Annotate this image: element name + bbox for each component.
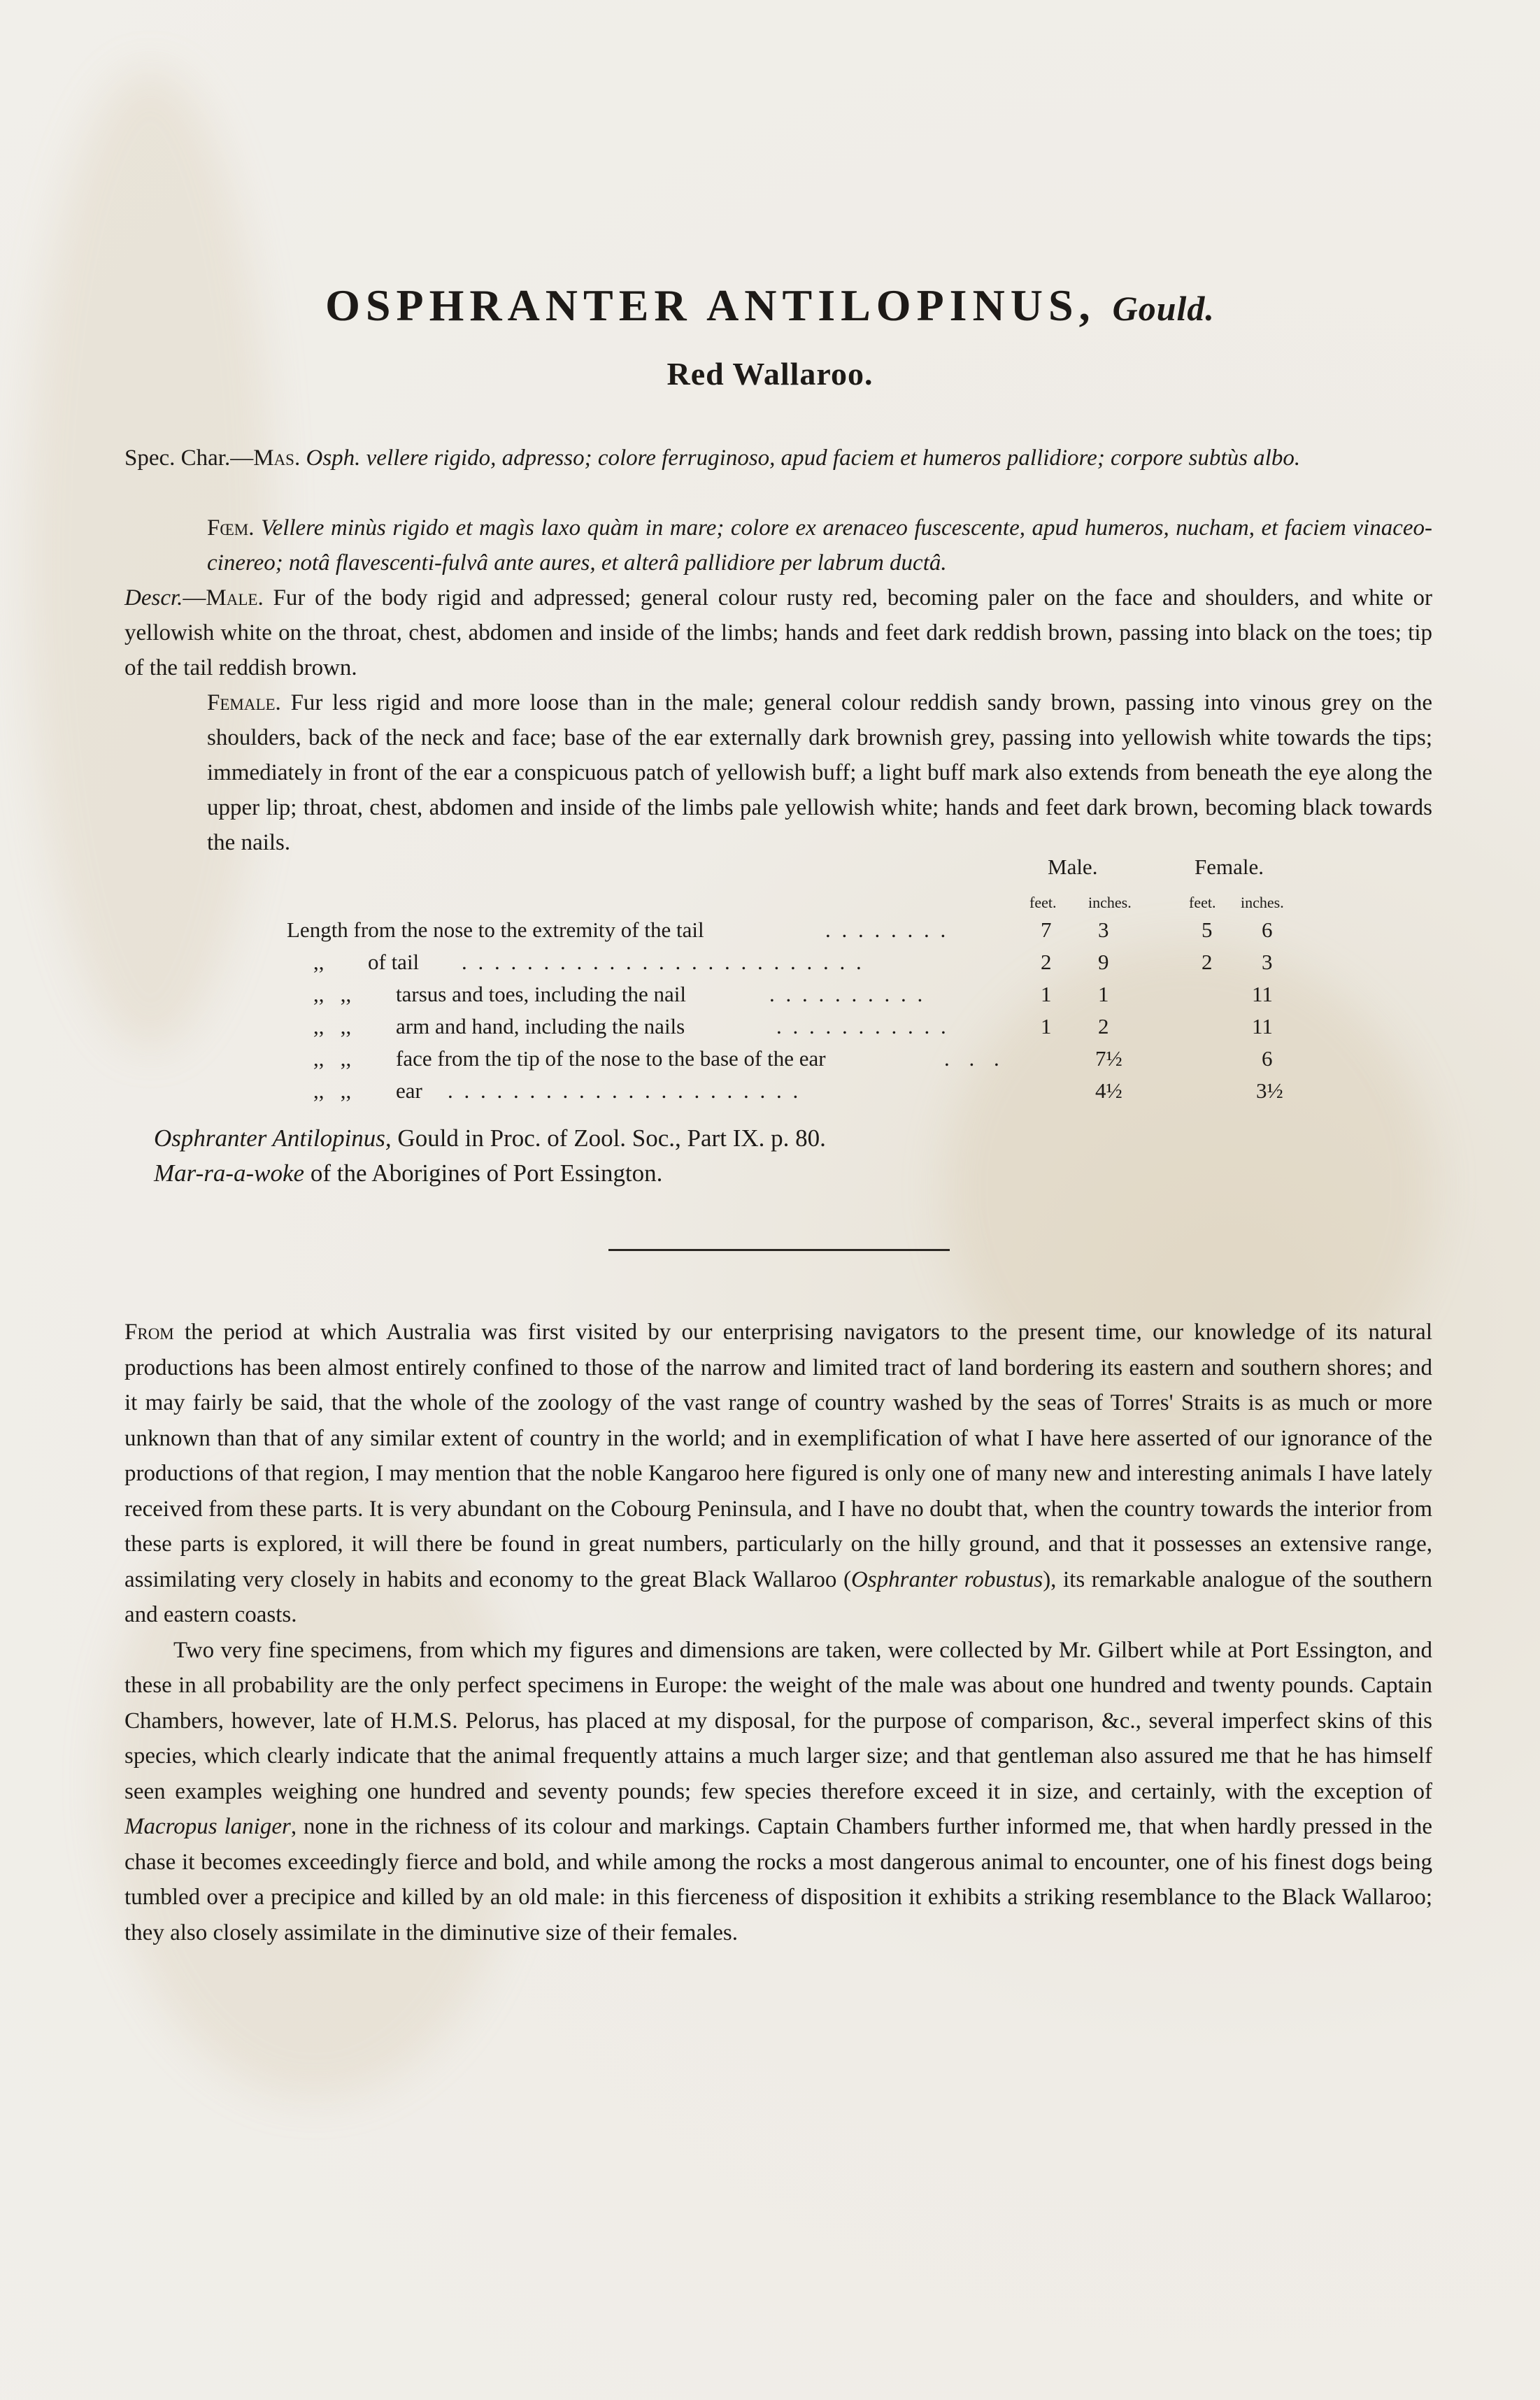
- table-row: [0, 982, 1540, 1014]
- female-inches: 11: [1252, 1014, 1273, 1038]
- row-prefix: ,, ,,: [313, 1078, 352, 1103]
- male-feet: 1: [1041, 982, 1052, 1006]
- mas-label: Mas.: [253, 445, 301, 471]
- p2-text-b: , none in the richness of its colour and markings. Captain Chambers further informed me, that when hardly pressed in the chase it becomes exceedingly fierce and bold, and while among the rocks a most dangerous animal to encounter, one of his finest dogs being tumbled over a precipice and killed by an old male: in this fierceness of disposition it exhibits a striking resemblance to the Black Wallaroo; they also closely assimilate in the diminutive size of their females.: [124, 1814, 1432, 1945]
- row-label: tarsus and toes, including the nail: [396, 982, 686, 1006]
- table-row: [0, 917, 1540, 950]
- female-text: Fur less rigid and more loose than in the male; general colour reddish sandy brown, passing into vinous grey on the shoulders, back of the neck and face; base of the ear externally dark brownish grey, passing into yellowish white towards the tips; immediately in front of the ear a conspicuous patch of yellowish buff; a light buff mark also extends from beneath the eye along the upper lip; throat, chest, abdomen and inside of the limbs pale yellowish white; hands and feet dark brown, becoming black towards the nails.: [207, 690, 1432, 855]
- female-label: Female.: [207, 690, 281, 715]
- male-inches: 4½: [1095, 1078, 1122, 1103]
- row-dots: . . . . . . . . . . .: [776, 1014, 949, 1038]
- male-feet: 7: [1041, 917, 1052, 942]
- row-label: of tail: [368, 950, 420, 974]
- mas-text: Osph. vellere rigido, adpresso; colore ferruginoso, apud faciem et humeros pallidiore; corpore subtùs albo.: [306, 445, 1301, 471]
- section-divider: [608, 1249, 950, 1251]
- reference-gould: [154, 1124, 826, 1152]
- female-inches: 6: [1262, 1046, 1273, 1071]
- p1-species: Osphranter robustus: [850, 1566, 1043, 1592]
- spec-char-male: Spec. Char.—Mas. Osph. vellere rigido, adpresso; colore ferruginoso, apud faciem et humeros pallidiore; corpore subtùs albo.: [124, 445, 1301, 471]
- male-inches: 3: [1098, 917, 1109, 942]
- male-text: Fur of the body rigid and adpressed; general colour rusty red, becoming paler on the face and shoulders, and white or yellowish white on the throat, chest, abdomen and inside of the limbs; hands and feet dark reddish brown, passing into black on the toes; tip of the tail reddish brown.: [124, 585, 1433, 680]
- row-label: face from the tip of the nose to the base of the ear: [396, 1046, 826, 1071]
- paragraph-2: [124, 1633, 1432, 1951]
- p2-text-a: Two very fine specimens, from which my figures and dimensions are taken, were collected by Mr. Gilbert while at Port Essington, and these in all probability are the only perfect specimens in Europe: the weight of the male was about one hundred and twenty pounds. Captain Chambers, however, late of H.M.S. Pelorus, has placed at my disposal, for the purpose of comparison, &c., several imperfect skins of this species, which clearly indicate that the animal frequently attains a much larger size; and that gentleman also assured me that he has himself seen examples weighing one hundred and seventy pounds; few species therefore exceed it in size, and certainly, with the exception of: [124, 1637, 1432, 1804]
- body-text: [124, 1315, 1432, 1950]
- descr-label: Descr.: [124, 585, 183, 610]
- male-column-header: Male.: [1048, 855, 1098, 879]
- drop-word: From: [124, 1320, 174, 1345]
- male-feet: 1: [1041, 1014, 1052, 1038]
- p2-species: Macropus laniger: [124, 1814, 291, 1839]
- aboriginal-name: Mar-ra-a-woke: [154, 1159, 305, 1187]
- reference-text: Gould in Proc. of Zool. Soc., Part IX. p. 80.: [397, 1124, 826, 1152]
- female-inches: 11: [1252, 982, 1273, 1006]
- unit-inches-male: inches.: [1088, 894, 1132, 911]
- species-name: OSPHRANTER ANTILOPINUS,: [325, 280, 1096, 330]
- female-inches: 3½: [1256, 1078, 1283, 1103]
- row-dots: . . .: [944, 1046, 1006, 1071]
- unit-feet-female: feet.: [1189, 894, 1216, 911]
- foem-label: Fœm.: [207, 515, 255, 541]
- row-dots: . . . . . . . . . .: [769, 982, 926, 1006]
- row-prefix: ,, ,,: [313, 982, 352, 1006]
- table-row: [0, 1078, 1540, 1110]
- unit-inches-female: inches.: [1241, 894, 1284, 911]
- row-label: ear: [396, 1078, 422, 1103]
- male-label: Male.: [206, 585, 264, 610]
- row-prefix: ,, ,,: [313, 1046, 352, 1071]
- common-name: Red Wallaroo.: [666, 356, 874, 392]
- reference-aboriginal: [154, 1159, 662, 1187]
- row-label: Length from the nose to the extremity of the tail: [287, 917, 704, 942]
- female-feet: 5: [1202, 917, 1213, 942]
- reference-name: Osphranter Antilopinus,: [154, 1124, 392, 1152]
- unit-feet-male: feet.: [1029, 894, 1057, 911]
- row-dots: . . . . . . . . . . . . . . . . . . . . . . . . .: [462, 950, 864, 974]
- female-inches: 3: [1262, 950, 1273, 974]
- female-inches: 6: [1262, 917, 1273, 942]
- male-inches: 1: [1098, 982, 1109, 1006]
- male-inches: 7½: [1095, 1046, 1122, 1071]
- male-inches: 2: [1098, 1014, 1109, 1038]
- female-column-header: Female.: [1195, 855, 1264, 879]
- row-dots: . . . . . . . .: [825, 917, 949, 942]
- aboriginal-text: of the Aborigines of Port Essington.: [310, 1159, 663, 1187]
- paragraph-1: [124, 1315, 1432, 1633]
- p1-text-b: ), its remarkable analogue of the southern and eastern coasts.: [124, 1566, 1432, 1627]
- table-row: [0, 1046, 1540, 1078]
- spec-char-female: [207, 510, 1432, 580]
- row-dots: . . . . . . . . . . . . . . . . . . . . . .: [448, 1078, 801, 1103]
- row-prefix: ,, ,,: [313, 1014, 352, 1038]
- page-title: [0, 280, 1540, 331]
- male-inches: 9: [1098, 950, 1109, 974]
- species-author: Gould.: [1112, 289, 1215, 328]
- descr-male: Descr.—Male. Fur of the body rigid and adpressed; general colour rusty red, becoming paler on the face and shoulders, and white or yellowish white on the throat, chest, abdomen and inside of the limbs; hands and feet dark reddish brown, passing into black on the toes; tip of the tail reddish brown.: [124, 585, 1433, 680]
- female-feet: 2: [1202, 950, 1213, 974]
- descr-female: [207, 685, 1432, 860]
- row-prefix: ,,: [313, 950, 325, 974]
- male-feet: 2: [1041, 950, 1052, 974]
- measurement-table: [0, 855, 1540, 1120]
- row-label: arm and hand, including the nails: [396, 1014, 685, 1038]
- spec-label: Spec. Char.: [124, 445, 231, 471]
- p1-text-a: the period at which Australia was first visited by our enterprising navigators to the present time, our knowledge of its natural productions has been almost entirely confined to those of the narrow and limited tract of land bordering its eastern and southern shores; and it may fairly be said, that the whole of the zoology of the vast range of country washed by the seas of Torres' Straits is as much or more unknown than that of any similar extent of country in the world; and in exemplification of what I have here asserted of our ignorance of the productions of that region, I may mention that the noble Kangaroo here figured is only one of many new and interesting animals I have lately received from these parts. It is very abundant on the Cobourg Peninsula, and I have no doubt that, when the country towards the interior from these parts is explored, it will there be found in great numbers, particularly on the hilly ground, and that it possesses an extensive range, assimilating very closely in habits and economy to the great Black Wallaroo (: [124, 1320, 1432, 1592]
- table-row: [0, 1014, 1540, 1046]
- table-row: [0, 950, 1540, 982]
- foem-text: Vellere minùs rigido et magìs laxo quàm in mare; colore ex arenaceo fuscescente, apud humeros, nucham, et faciem vinaceo-cinereo; notâ flavescenti-fulvâ ante aures, et alterâ pallidiore per labrum ductâ.: [207, 515, 1432, 576]
